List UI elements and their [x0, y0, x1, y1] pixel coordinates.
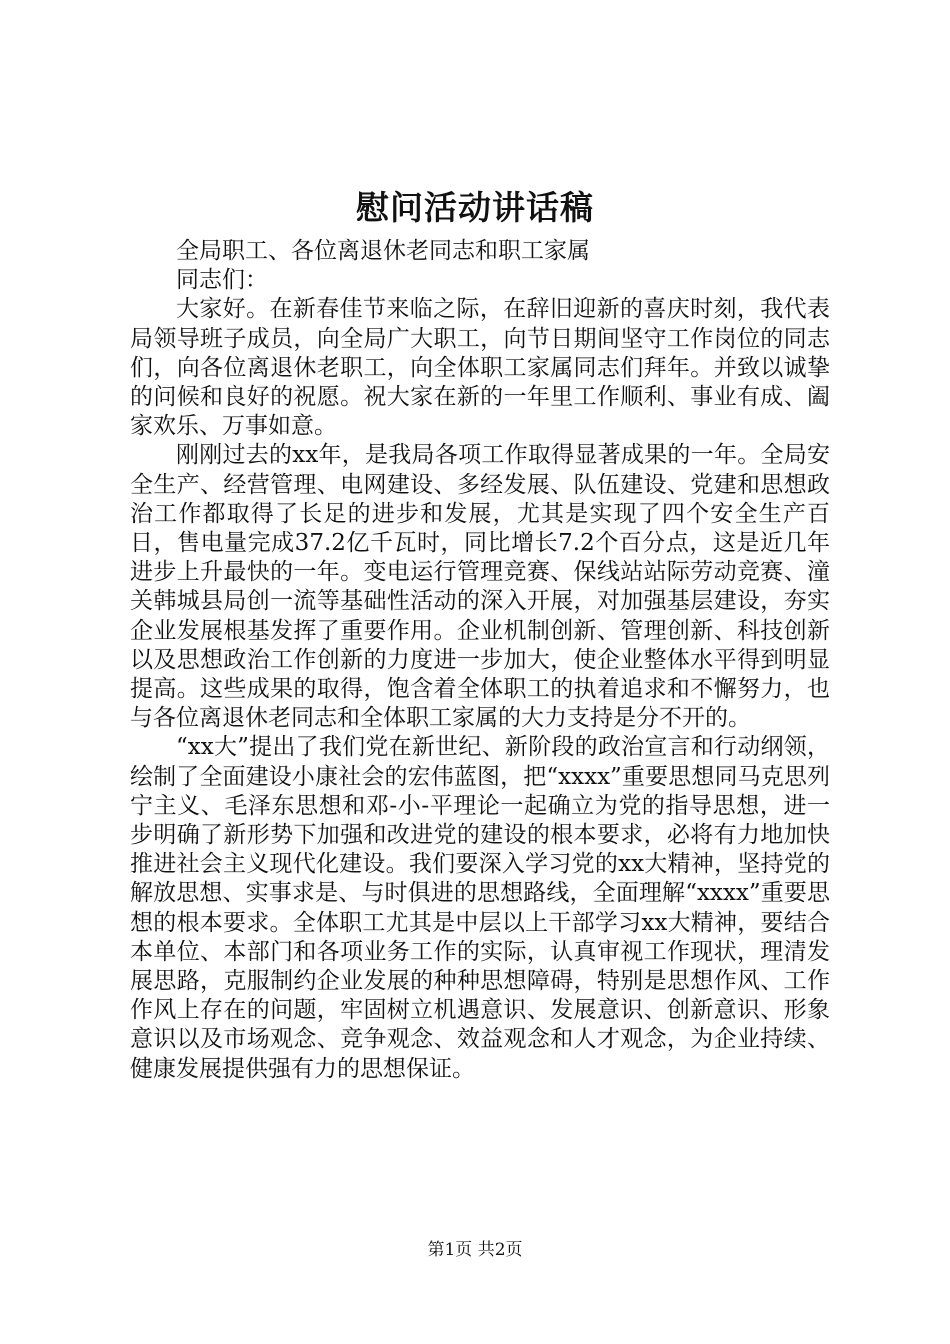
- body-paragraph-1: 大家好。在新春佳节来临之际，在辞旧迎新的喜庆时刻，我代表局领导班子成员，向全局广大职工，向节日期间坚守工作岗位的同志们，向各位离退休老职工，向全体职工家属同志们拜年。并致以诚挚的问候和良好的祝愿。祝大家在新的一年里工作顺利、事业有成、阖家欢乐、万事如意。: [130, 296, 830, 440]
- salutation-line: 全局职工、各位离退休老同志和职工家属: [176, 238, 590, 264]
- greeting-line: 同志们：: [176, 267, 268, 294]
- page-footer: 第1页 共2页: [427, 1240, 523, 1260]
- body-paragraph-3: “xx大”提出了我们党在新世纪、新阶段的政治宣言和行动纲领，绘制了全面建设小康社会的宏伟蓝图，把“xxxx”重要思想同马克思列宁主义、毛泽东思想和邓-小-平理论一起确立为党的指导思想，进一步明确了新形势下加强和改进党的建设的根本要求，必将有力地加快推进社会主义现代化建设。我们要深入学习党的xx大精神，坚持党的解放思想、实事求是、与时俱进的思想路线，全面理解“xxxx”重要思想的根本要求。全体职工尤其是中层以上干部学习xx大精神，要结合本单位、本部门和各项业务工作的实际，认真审视工作现状，理清发展思路，克服制约企业发展的种种思想障碍，特别是思想作风、工作作风上存在的问题，牢固树立机遇意识、发展意识、创新意识、形象意识以及市场观念、竞争观念、效益观念和人才观念，为企业持续、健康发展提供强有力的思想保证。: [130, 734, 830, 1082]
- document-body: [130, 237, 830, 1084]
- body-paragraph-2: 刚刚过去的xx年，是我局各项工作取得显著成果的一年。全局安全生产、经营管理、电网建设、多经发展、队伍建设、党建和思想政治工作都取得了长足的进步和发展，尤其是实现了四个安全生产百日，售电量完成37.2亿千瓦时，同比增长7.2个百分点，这是近几年进步上升最快的一年。变电运行管理竞赛、保线站站际劳动竞赛、潼关韩城县局创一流等基础性活动的深入开展，对加强基层建设，夯实企业发展根基发挥了重要作用。企业机制创新、管理创新、科技创新以及思想政治工作创新的力度进一步加大，使企业整体水平得到明显提高。这些成果的取得，饱含着全体职工的执着追求和不懈努力，也与各位离退休老同志和全体职工家属的大力支持是分不开的。: [130, 442, 830, 732]
- document-title: 慰问活动讲话稿: [356, 188, 594, 227]
